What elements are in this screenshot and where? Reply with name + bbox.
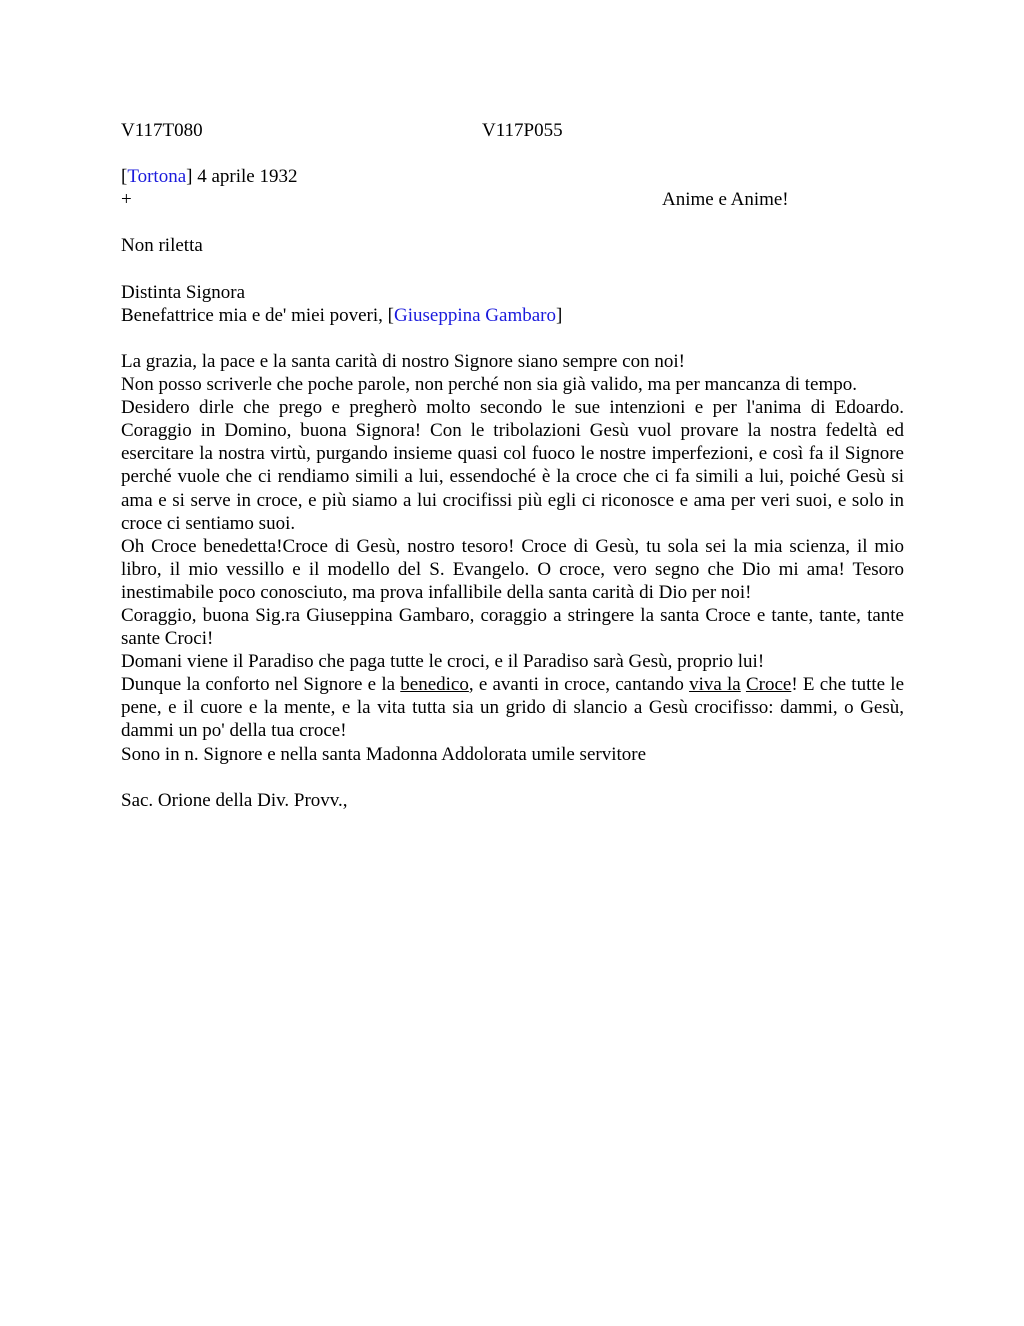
body-paragraph-8: Sono in n. Signore e nella santa Madonna Addolorata umile servitore [121,743,647,765]
underlined-croce: Croce [745,674,792,696]
cross-sign: + [121,189,132,211]
bracket: ] [555,304,563,326]
text-run: ! E che tutte le pene, e il cuore e la mente, e la vita tutta sia un grido di slancio a Gesù crocifisso: dammi, o Gesù, dammi un po' della tua croce! [121,674,905,742]
underlined-benedico: benedico [400,674,469,696]
bracket: [ [387,304,394,326]
recipient-link[interactable]: Giuseppina Gambaro [394,304,556,326]
bracket: [ [121,166,128,188]
body-paragraph-3: Desidero dirle che prego e pregherò molto secondo le sue intenzioni e per l'anima di Edoardo. Coraggio in Domino, buona Signora! Con le tribolazioni Gesù vuol provare la nostra fedeltà ed esercitare la nostra virtù, purgando insieme quasi col fuoco le nostre imperfezioni, e così fa il Signore perché vuole che ci rendiamo simili a lui, essendoché è la croce che ci fa simili a lui, poiché Gesù si ama e si serve in croce, e più siamo a lui crocifissi più egli ci riconosce e ama per veri suoi, e solo in croce ci sentiamo suoi. [121,397,904,534]
body-paragraph-7 [121,673,904,742]
text-run: , e avanti in croce, cantando [468,674,690,696]
body-paragraph-1: La grazia, la pace e la santa carità di nostro Signore siano sempre con noi! [121,350,685,372]
note-not-reread: Non riletta [121,235,203,257]
body-paragraph-2: Non posso scriverle che poche parole, non perché non sia già valido, ma per mancanza di tempo. [121,374,857,396]
body-paragraph-5: Coraggio, buona Sig.ra Giuseppina Gambaro, coraggio a stringere la santa Croce e tante, tante, tante sante Croci! [121,604,904,650]
signature: Sac. Orione della Div. Provv., [121,789,348,811]
body-paragraph-4: Oh Croce benedetta!Croce di Gesù, nostro tesoro! Croce di Gesù, tu sola sei la mia scienza, il mio libro, il mio vessillo e il modello del S. Evangelo. O croce, vero segno che Dio mi ama! Tesoro inestimabile poco conosciuto, ma prova infallibile della santa carità di Dio per noi! [121,535,904,603]
ref-t-code: V117T080 [121,120,203,141]
dateline [121,165,904,188]
cross-motto-line [121,188,904,211]
text-run: Dunque la conforto nel Signore e la [121,674,401,696]
salutation-line-2 [121,304,904,327]
underlined-viva-la: viva la [689,674,741,696]
salutation-text: Benefattrice mia e de' miei poveri, [121,304,388,326]
ref-p-code: V117P055 [482,120,563,141]
place-link[interactable]: Tortona [127,166,187,188]
letter-page [121,119,904,812]
body-paragraph-6: Domani viene il Paradiso che paga tutte le croci, e il Paradiso sarà Gesù, proprio lui! [121,651,765,673]
motto: Anime e Anime! [662,189,789,211]
reference-line [121,119,904,142]
date-text: 4 aprile 1932 [192,166,298,188]
bracket: ] [186,166,193,188]
salutation-line-1: Distinta Signora [121,281,246,303]
